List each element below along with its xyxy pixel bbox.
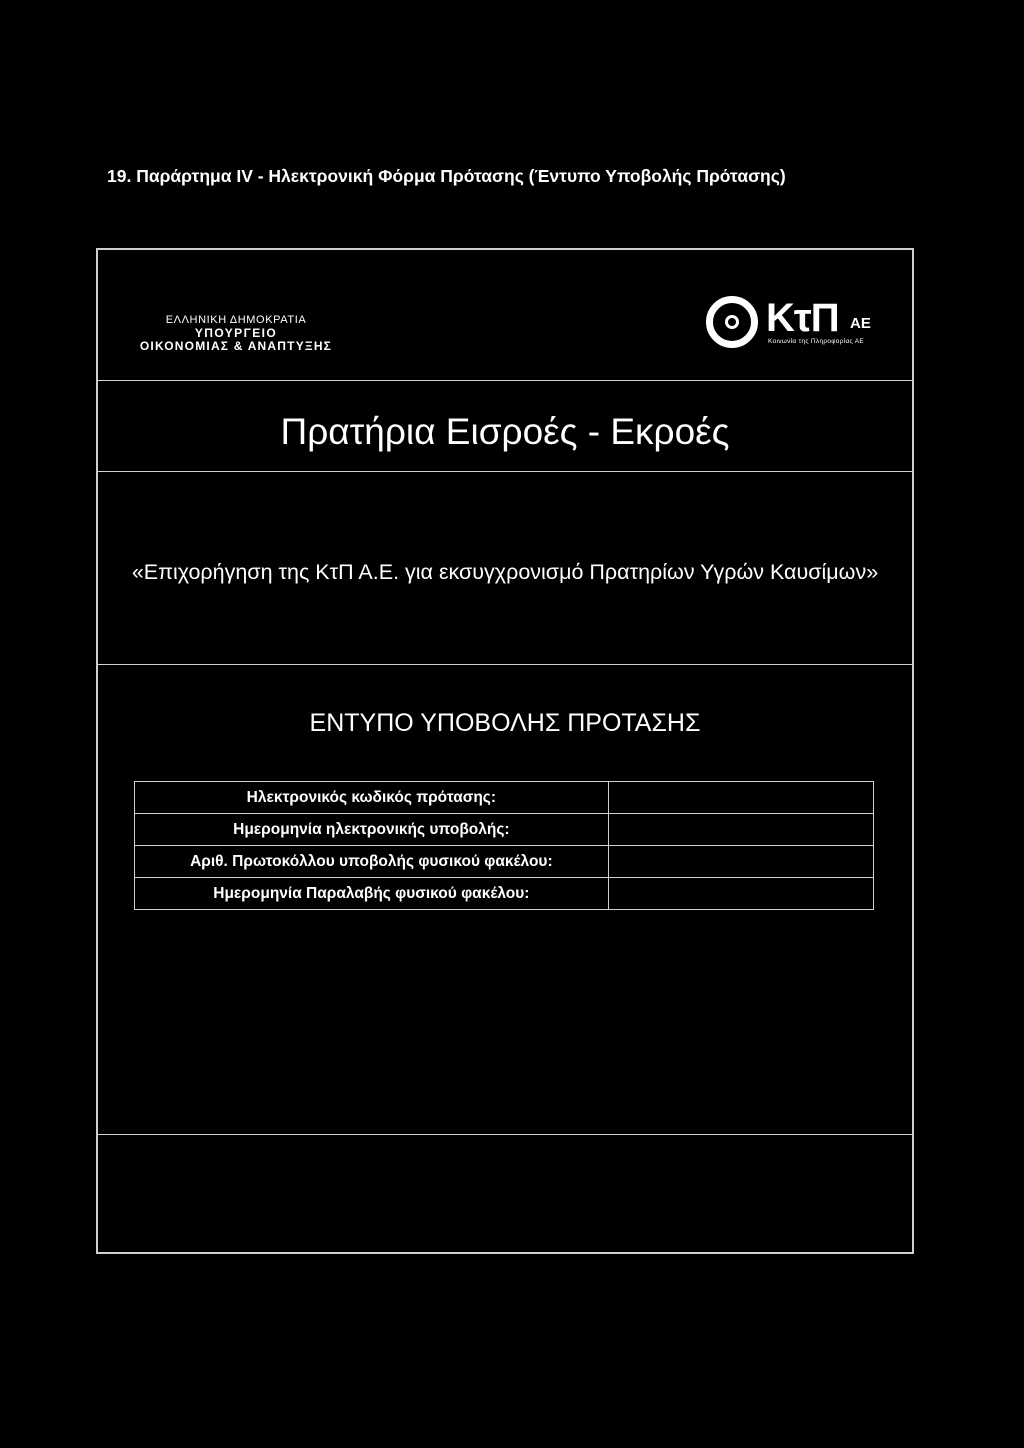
logo-tagline: Κοινωνία της Πληροφορίας ΑΕ — [768, 338, 864, 345]
section-heading: 19. Παράρτημα IV - Ηλεκτρονική Φόρμα Πρότασης (Έντυπο Υποβολής Πρότασης) — [107, 166, 786, 186]
divider-1 — [98, 380, 912, 381]
ministry-line-1: ΕΛΛΗΝΙΚΗ ΔΗΜΟΚΡΑΤΙΑ — [165, 314, 307, 326]
logo-suffix: ΑΕ — [850, 315, 871, 332]
cover-frame — [96, 248, 914, 1254]
field-value — [608, 814, 873, 846]
field-label: Ημερομηνία ηλεκτρονικής υποβολής: — [135, 814, 609, 846]
field-label: Ημερομηνία Παραλαβής φυσικού φακέλου: — [135, 878, 609, 910]
table-row — [135, 878, 874, 910]
field-value — [608, 878, 873, 910]
ktp-logo-icon — [706, 296, 758, 348]
divider-4 — [98, 1134, 912, 1135]
ministry-line-3: ΟΙΚΟΝΟΜΙΑΣ & ΑΝΑΠΤΥΞΗΣ — [139, 339, 333, 353]
submission-fields-table — [134, 781, 874, 910]
table-row — [135, 814, 874, 846]
table-row — [135, 846, 874, 878]
field-value — [608, 846, 873, 878]
field-value — [608, 782, 873, 814]
ministry-line-2: ΥΠΟΥΡΓΕΙΟ — [194, 326, 278, 340]
form-title: ΕΝΤΥΠΟ ΥΠΟΒΟΛΗΣ ΠΡΟΤΑΣΗΣ — [309, 709, 701, 737]
ktp-logo-icon-inner — [725, 315, 739, 329]
ministry-block — [116, 314, 356, 353]
ktp-logo — [706, 296, 906, 352]
logo-mark: ΚτΠ — [766, 296, 839, 340]
page-title: Πρατήρια Εισροές - Εκροές — [280, 411, 730, 452]
divider-3 — [98, 664, 912, 665]
subtitle: «Επιχορήγηση της ΚτΠ Α.Ε. για εκσυγχρονισμό Πρατηρίων Υγρών Καυσίμων» — [131, 560, 879, 584]
divider-2 — [98, 471, 912, 472]
table-row — [135, 782, 874, 814]
field-label: Ηλεκτρονικός κωδικός πρότασης: — [135, 782, 609, 814]
field-label: Αριθ. Πρωτοκόλλου υποβολής φυσικού φακέλου: — [135, 846, 609, 878]
